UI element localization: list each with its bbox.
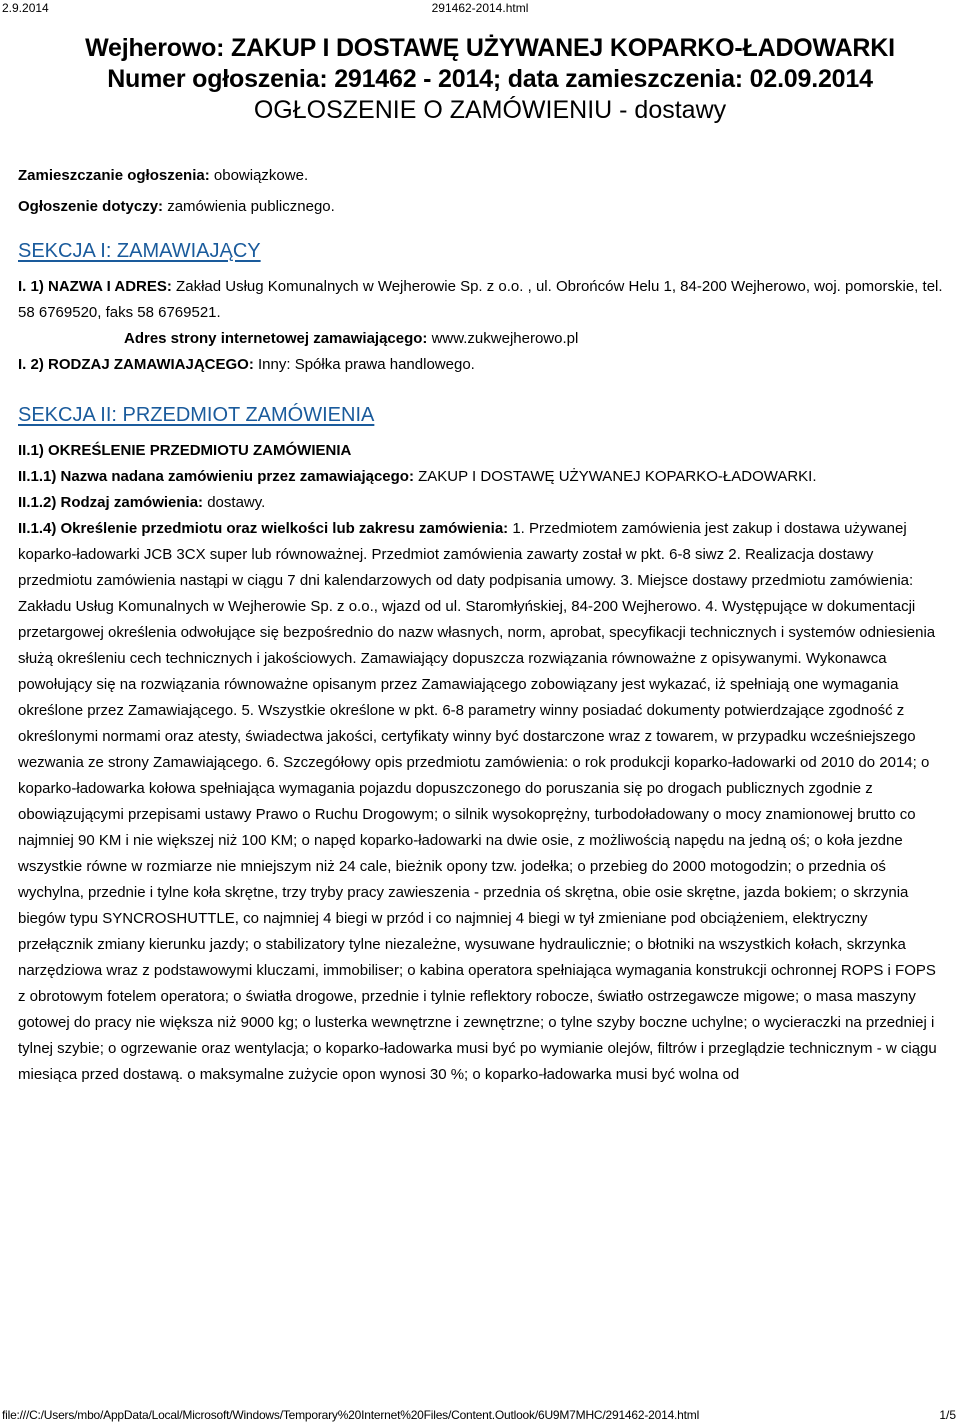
order-kind-value: dostawy. bbox=[203, 494, 266, 511]
print-filename: 291462-2014.html bbox=[431, 1, 529, 15]
contracting-type-value: Inny: Spółka prawa handlowego. bbox=[253, 356, 475, 373]
print-page-number: 1/5 bbox=[939, 1408, 956, 1422]
notice-type: OGŁOSZENIE O ZAMÓWIENIU - dostawy bbox=[253, 96, 727, 124]
notice-meta bbox=[18, 166, 944, 216]
placement-label: Zamieszczanie ogłoszenia: bbox=[18, 167, 210, 184]
notice-number: Numer ogłoszenia: 291462 - 2014; data zamieszczenia: 02.09.2014 bbox=[107, 65, 873, 93]
order-desc-label: II.1.4) Określenie przedmiotu oraz wielkości lub zakresu zamówienia: bbox=[18, 520, 509, 537]
section2-heading: SEKCJA II: PRZEDMIOT ZAMÓWIENIA bbox=[18, 404, 375, 426]
contracting-name-label: I. 1) NAZWA I ADRES: bbox=[18, 278, 172, 295]
order-desc-value: 1. Przedmiotem zamówienia jest zakup i dostawa używanej koparko-ładowarki JCB 3CX super lub równoważnej. Przedmiot zamówienia zawarty został w pkt. 6-8 siwz 2. Realizacja dostawy przedmiotu zamówienia nastąpi w ciągu 7 dni kalendarzowych od daty podpisania umowy. 3. Miejsce dostawy przedmiotu zamówienia: Zakładu Usług Komunalnych w Wejherowie Sp. z o.o., wjazd od ul. Staromłyńskiej, 84-200 Wejherowo. 4. Występujące w dokumentacji przetargowej określenia odwołujące się bezpośrednio do nazw własnych, norm, aprobat, specyfikacji technicznych i systemów odniesienia służą określeniu cech technicznych i jakościowych. Zamawiający dopuszcza rozwiązania równoważne z opisywanymi. Wykonawca powołujący się na rozwiązania równoważne opisanym przez Zamawiającego zobowiązany jest wykazać, iż spełniają one wymagania określone przez Zamawiającego. 5. Wszystkie określone w pkt. 6-8 parametry winny posiadać dokumenty potwierdzające zgodność z określonymi normami oraz atesty, świadectwa jakości, certyfikaty winny być dostarczone wraz z towarem, w przypadku wcześniejszego wezwania ze strony Zamawiającego. 6. Szczegółowy opis przedmiotu zamówienia: o rok produkcji koparko-ładowarki od 2010 do 2014; o koparko-ładowarka kołowa spełniająca wymagania pojazdu dopuszczonego do poruszania się po drogach publicznych zgodnie z obowiązującymi przepisami ustawy Prawo o Ruchu Drogowym; o silnik wysokoprężny, turbodoładowany o mocy znamionowej brutto co najmniej 90 KM i nie większej niż 100 KM; o napęd koparko-ładowarki na dwie osie, z możliwością napędu na jedną oś; o koła jezdne wszystkie równe w rozmiarze nie mniejszym niż 24 cale, bieżnik opony tzw. jodełka; o przebieg do 2000 motogodzin; o przednia oś wychylna, przednie i tylne koła skrętne, trzy tryby pracy zawieszenia - przednia oś skrętna, obie osie skrętne, jazda bokiem; o skrzynia biegów typu SYNCROSHUTTLE, co najmniej 4 biegi w przód i co najmniej 4 biegi w tył zmieniane pod obciążeniem, elektryczny przełącznik zmiany kierunku jazdy; o stabilizatory tylne niezależne, wysuwane hydraulicznie; o błotniki na wszystkich kołach, skrzynka narzędziowa wraz z podstawowymi kluczami, immobiliser; o kabina operatora spełniająca wymagania konstrukcji ochronnej ROPS i FOPS z obrotowym fotelem operatora; o światła drogowe, przednie i tylnie reflektory robocze, światło ostrzegawcze migowe; o masa maszyny gotowej do pracy nie większa niż 9000 kg; o lusterka wewnętrzne i zewnętrzne; o tylne szyby boczne uchylne; o wycieraczki na przedniej i tylnej szybie; o ogrzewanie oraz wentylacja; o koparko-ładowarka musi być po wymianie olejów, filtrów i przeglądzie technicznym - w ciągu miesiąca przed dostawą. o maksymalne zużycie opon wynosi 30 %; o koparko-ładowarka musi być wolna od bbox=[18, 520, 937, 1083]
print-header bbox=[0, 0, 960, 16]
order-name-label: II.1.1) Nazwa nadana zamówieniu przez zamawiającego: bbox=[18, 468, 414, 485]
document-content bbox=[18, 33, 944, 1088]
page-title: Wejherowo: ZAKUP I DOSTAWĘ UŻYWANEJ KOPARKO-ŁADOWARKI bbox=[85, 34, 895, 62]
section2-sub1 bbox=[18, 438, 944, 464]
placement-row bbox=[18, 166, 944, 185]
contracting-name-row bbox=[18, 274, 944, 326]
concerns-value: zamówienia publicznego. bbox=[163, 198, 335, 215]
concerns-row bbox=[18, 197, 944, 216]
section1-body bbox=[18, 274, 944, 378]
section1-heading: SEKCJA I: ZAMAWIAJĄCY bbox=[18, 240, 261, 262]
print-file-path: file:///C:/Users/mbo/AppData/Local/Microsoft/Windows/Temporary%20Internet%20Files/Content.Outlook/6U9M7MHC/291462-2014.html bbox=[2, 1408, 700, 1422]
website-row bbox=[18, 326, 944, 352]
title-block bbox=[36, 33, 944, 126]
website-value[interactable]: www.zukwejherowo.pl bbox=[427, 330, 579, 347]
placement-value: obowiązkowe. bbox=[209, 167, 309, 184]
order-name-value: ZAKUP I DOSTAWĘ UŻYWANEJ KOPARKO-ŁADOWARKI. bbox=[413, 468, 817, 485]
order-desc-row bbox=[18, 516, 944, 1088]
print-date: 2.9.2014 bbox=[2, 1, 49, 15]
order-kind-label: II.1.2) Rodzaj zamówienia: bbox=[18, 494, 204, 511]
subject-definition-heading: II.1) OKREŚLENIE PRZEDMIOTU ZAMÓWIENIA bbox=[18, 442, 352, 459]
order-kind-row bbox=[18, 490, 944, 516]
contracting-type-label: I. 2) RODZAJ ZAMAWIAJĄCEGO: bbox=[18, 356, 254, 373]
contracting-type-row bbox=[18, 352, 944, 378]
print-footer bbox=[0, 1407, 960, 1423]
website-label: Adres strony internetowej zamawiającego: bbox=[124, 330, 428, 347]
section2-body bbox=[18, 438, 944, 1088]
concerns-label: Ogłoszenie dotyczy: bbox=[18, 198, 164, 215]
contracting-name-value: Zakład Usług Komunalnych w Wejherowie Sp. z o.o. , ul. Obrońców Helu 1, 84-200 Wejherowo, woj. pomorskie, tel. 58 6769520, faks 58 6769521. bbox=[18, 278, 943, 321]
order-name-row bbox=[18, 464, 944, 490]
